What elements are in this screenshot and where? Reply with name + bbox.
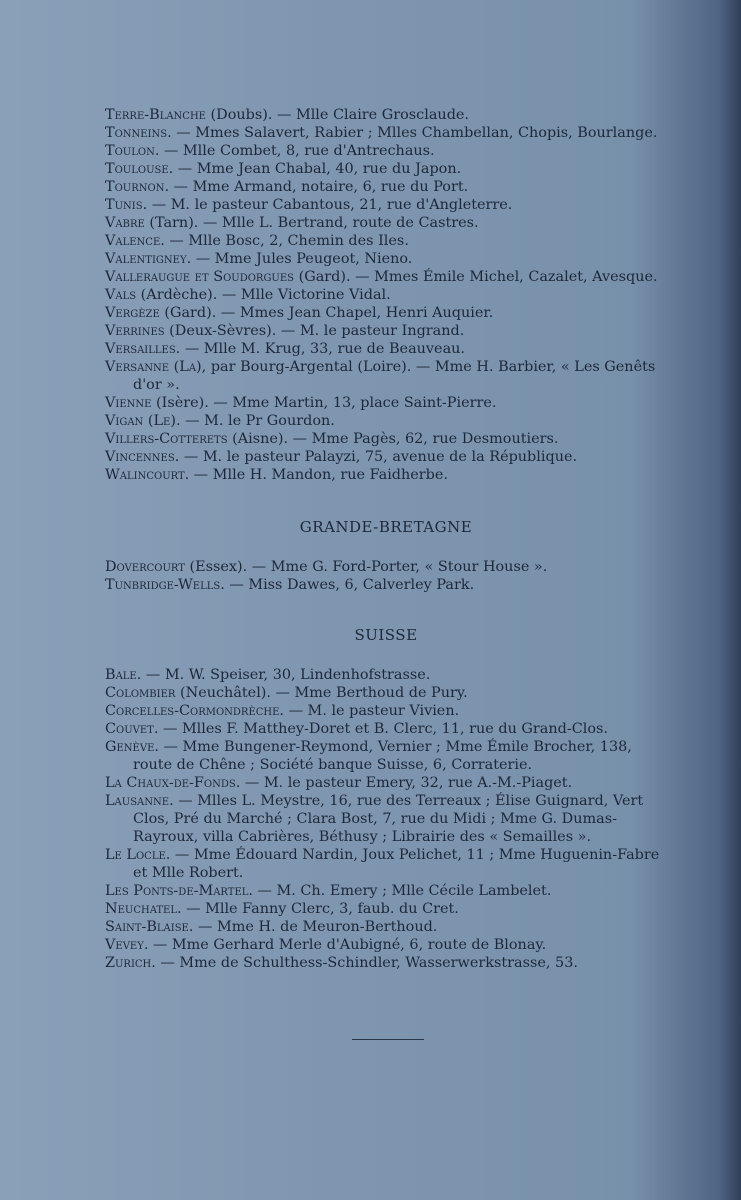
entry-details: — Mme Jean Chabal, 40, rue du Japon.: [173, 161, 462, 177]
entry-details: — M. W. Speiser, 30, Lindenhofstrasse.: [141, 667, 431, 683]
directory-entry: [105, 702, 667, 720]
entry-place: Genève.: [105, 739, 159, 755]
entry-details: — Mme Jules Peugeot, Nieno.: [191, 251, 413, 267]
entry-details: — M. Ch. Emery ; Mlle Cécile Lambelet.: [252, 883, 552, 899]
entry-details: (Gard). — Mmes Jean Chapel, Henri Auquier.: [159, 305, 494, 321]
entry-place: Versailles.: [105, 341, 181, 357]
directory-entry: [105, 214, 667, 232]
entry-place: La Chaux-de-Fonds.: [105, 775, 241, 791]
entry-details: — Mlles L. Meystre, 16, rue des Terreaux ; Élise Guignard, Vert Clos, Pré du Marché ; Clara Bost, 7, rue du Midi ; Mme G. Dumas-Rayroux, villa Cabrières, Béthusy ; Librairie des « Semailles ».: [133, 793, 644, 845]
entry-place: Le Locle.: [105, 847, 171, 863]
directory-entry: [105, 196, 667, 214]
directory-entry: [105, 412, 667, 430]
directory-entry: [105, 250, 667, 268]
grande-bretagne-list: [105, 558, 667, 594]
directory-entry: [105, 304, 667, 322]
entry-details: (Gard). — Mmes Émile Michel, Cazalet, Avesque.: [294, 269, 658, 285]
entry-place: Villers-Cotterets: [105, 431, 228, 447]
directory-entry: [105, 558, 667, 576]
entry-place: Neuchatel.: [105, 901, 182, 917]
entry-details: — Mme Édouard Nardin, Joux Pelichet, 11 ; Mme Huguenin-Fabre et Mlle Robert.: [133, 847, 660, 881]
directory-entry: [105, 322, 667, 340]
entry-place: Saint-Blaise.: [105, 919, 194, 935]
entry-details: — M. le pasteur Emery, 32, rue A.-M.-Piaget.: [240, 775, 573, 791]
entry-place: Walincourt.: [105, 467, 190, 483]
entry-place: Tournon.: [105, 179, 170, 195]
entry-place: Valleraugue et Soudorgues: [105, 269, 295, 285]
directory-entry: [105, 666, 667, 684]
directory-entry: [105, 268, 667, 286]
suisse-list: [105, 666, 667, 972]
directory-entry: [105, 738, 667, 774]
directory-entry: [105, 900, 667, 918]
entry-place: Lausanne.: [105, 793, 174, 809]
entry-place: Bale.: [105, 667, 142, 683]
entry-details: (Neuchâtel). — Mme Berthoud de Pury.: [175, 685, 468, 701]
entry-place: Les Ponts-de-Martel.: [105, 883, 253, 899]
directory-entry: [105, 466, 667, 484]
directory-entry: [105, 178, 667, 196]
entry-place: Valentigney.: [105, 251, 192, 267]
entry-place: Vals: [105, 287, 137, 303]
directory-entry: [105, 846, 667, 882]
directory-entry: [105, 792, 667, 846]
entry-place: Valence.: [105, 233, 165, 249]
entry-details: — Mlle Fanny Clerc, 3, faub. du Cret.: [181, 901, 459, 917]
entry-details: par Bourg-Argental (Loire). — Mme H. Barbier, « Les Genêts d'or ».: [133, 359, 656, 393]
entry-details: — Mlle H. Mandon, rue Faidherbe.: [189, 467, 448, 483]
directory-entry: [105, 684, 667, 702]
directory-entry: [105, 720, 667, 738]
entry-details: — Mmes Salavert, Rabier ; Mlles Chambellan, Chopis, Bourlange.: [171, 125, 658, 141]
entry-place: Dovercourt: [105, 559, 185, 575]
entry-place: Terre-Blanche: [105, 107, 206, 123]
entry-details: — Mme H. de Meuron-Berthoud.: [193, 919, 438, 935]
entry-details: — Mlle Bosc, 2, Chemin des Iles.: [164, 233, 409, 249]
directory-entry: [105, 160, 667, 178]
entry-place: Vincennes.: [105, 449, 180, 465]
directory-entry: [105, 448, 667, 466]
section-title-grande-bretagne: GRANDE-BRETAGNE: [299, 518, 473, 536]
directory-entry: [105, 142, 667, 160]
entry-place: Vienne: [105, 395, 152, 411]
directory-entry: [105, 232, 667, 250]
entry-details: — Mme Armand, notaire, 6, rue du Port.: [169, 179, 469, 195]
entry-details: (Essex). — Mme G. Ford-Porter, « Stour House ».: [184, 559, 548, 575]
entry-place: Corcelles-Cormondrèche.: [105, 703, 285, 719]
entry-details: — Mme de Schulthess-Schindler, Wasserwerkstrasse, 53.: [155, 955, 578, 971]
entry-details: — M. le Pr Gourdon.: [180, 413, 335, 429]
directory-entry: [105, 358, 667, 394]
directory-entry: [105, 774, 667, 792]
entry-details: (Tarn). — Mlle L. Bertrand, route de Castres.: [144, 215, 479, 231]
directory-entry: [105, 124, 667, 142]
directory-entry: [105, 106, 667, 124]
entry-details: (Aisne). — Mme Pagès, 62, rue Desmoutiers.: [227, 431, 559, 447]
directory-entry: [105, 576, 667, 594]
entry-details: (Doubs). — Mlle Claire Grosclaude.: [205, 107, 469, 123]
entry-place: Vevey.: [105, 937, 149, 953]
entry-place: Toulouse.: [105, 161, 174, 177]
entry-details: — M. le pasteur Cabantous, 21, rue d'Angleterre.: [147, 197, 513, 213]
entry-place: Colombier: [105, 685, 176, 701]
entry-place: Vigan (Le).: [105, 413, 181, 429]
directory-entry: [105, 882, 667, 900]
section-title-suisse: SUISSE: [354, 626, 418, 644]
entry-place: Verrines: [105, 323, 165, 339]
page-content: [105, 106, 667, 972]
entry-place: Tonneins.: [105, 125, 172, 141]
entry-place: Versanne (La),: [105, 359, 207, 375]
entry-place: Tunbridge-Wells.: [105, 577, 225, 593]
directory-entry: [105, 954, 667, 972]
entry-place: Vabre: [105, 215, 145, 231]
entry-details: (Isère). — Mme Martin, 13, place Saint-Pierre.: [151, 395, 497, 411]
directory-entry: [105, 394, 667, 412]
directory-entry: [105, 918, 667, 936]
entry-details: — Mlles F. Matthey-Doret et B. Clerc, 11, rue du Grand-Clos.: [158, 721, 608, 737]
directory-entry: [105, 286, 667, 304]
entry-place: Toulon.: [105, 143, 160, 159]
entry-details: (Ardèche). — Mlle Victorine Vidal.: [136, 287, 391, 303]
entry-place: Couvet.: [105, 721, 159, 737]
directory-entry: [105, 936, 667, 954]
entry-details: — M. le pasteur Palayzi, 75, avenue de la République.: [179, 449, 578, 465]
directory-entry: [105, 340, 667, 358]
entry-details: — Mlle M. Krug, 33, rue de Beauveau.: [180, 341, 465, 357]
entry-place: Tunis.: [105, 197, 148, 213]
entry-place: Vergèze: [105, 305, 160, 321]
directory-entry: [105, 430, 667, 448]
closing-rule: [352, 1039, 424, 1040]
entry-details: — Mme Bungener-Reymond, Vernier ; Mme Émile Brocher, 138, route de Chêne ; Société banque Suisse, 6, Corraterie.: [133, 739, 632, 773]
entry-details: — Miss Dawes, 6, Calverley Park.: [224, 577, 475, 593]
entry-details: — Mlle Combet, 8, rue d'Antrechaus.: [159, 143, 435, 159]
entry-details: — Mme Gerhard Merle d'Aubigné, 6, route de Blonay.: [148, 937, 547, 953]
entry-place: Zurich.: [105, 955, 156, 971]
entry-details: (Deux-Sèvres). — M. le pasteur Ingrand.: [164, 323, 465, 339]
entry-details: — M. le pasteur Vivien.: [284, 703, 460, 719]
france-list: [105, 106, 667, 484]
